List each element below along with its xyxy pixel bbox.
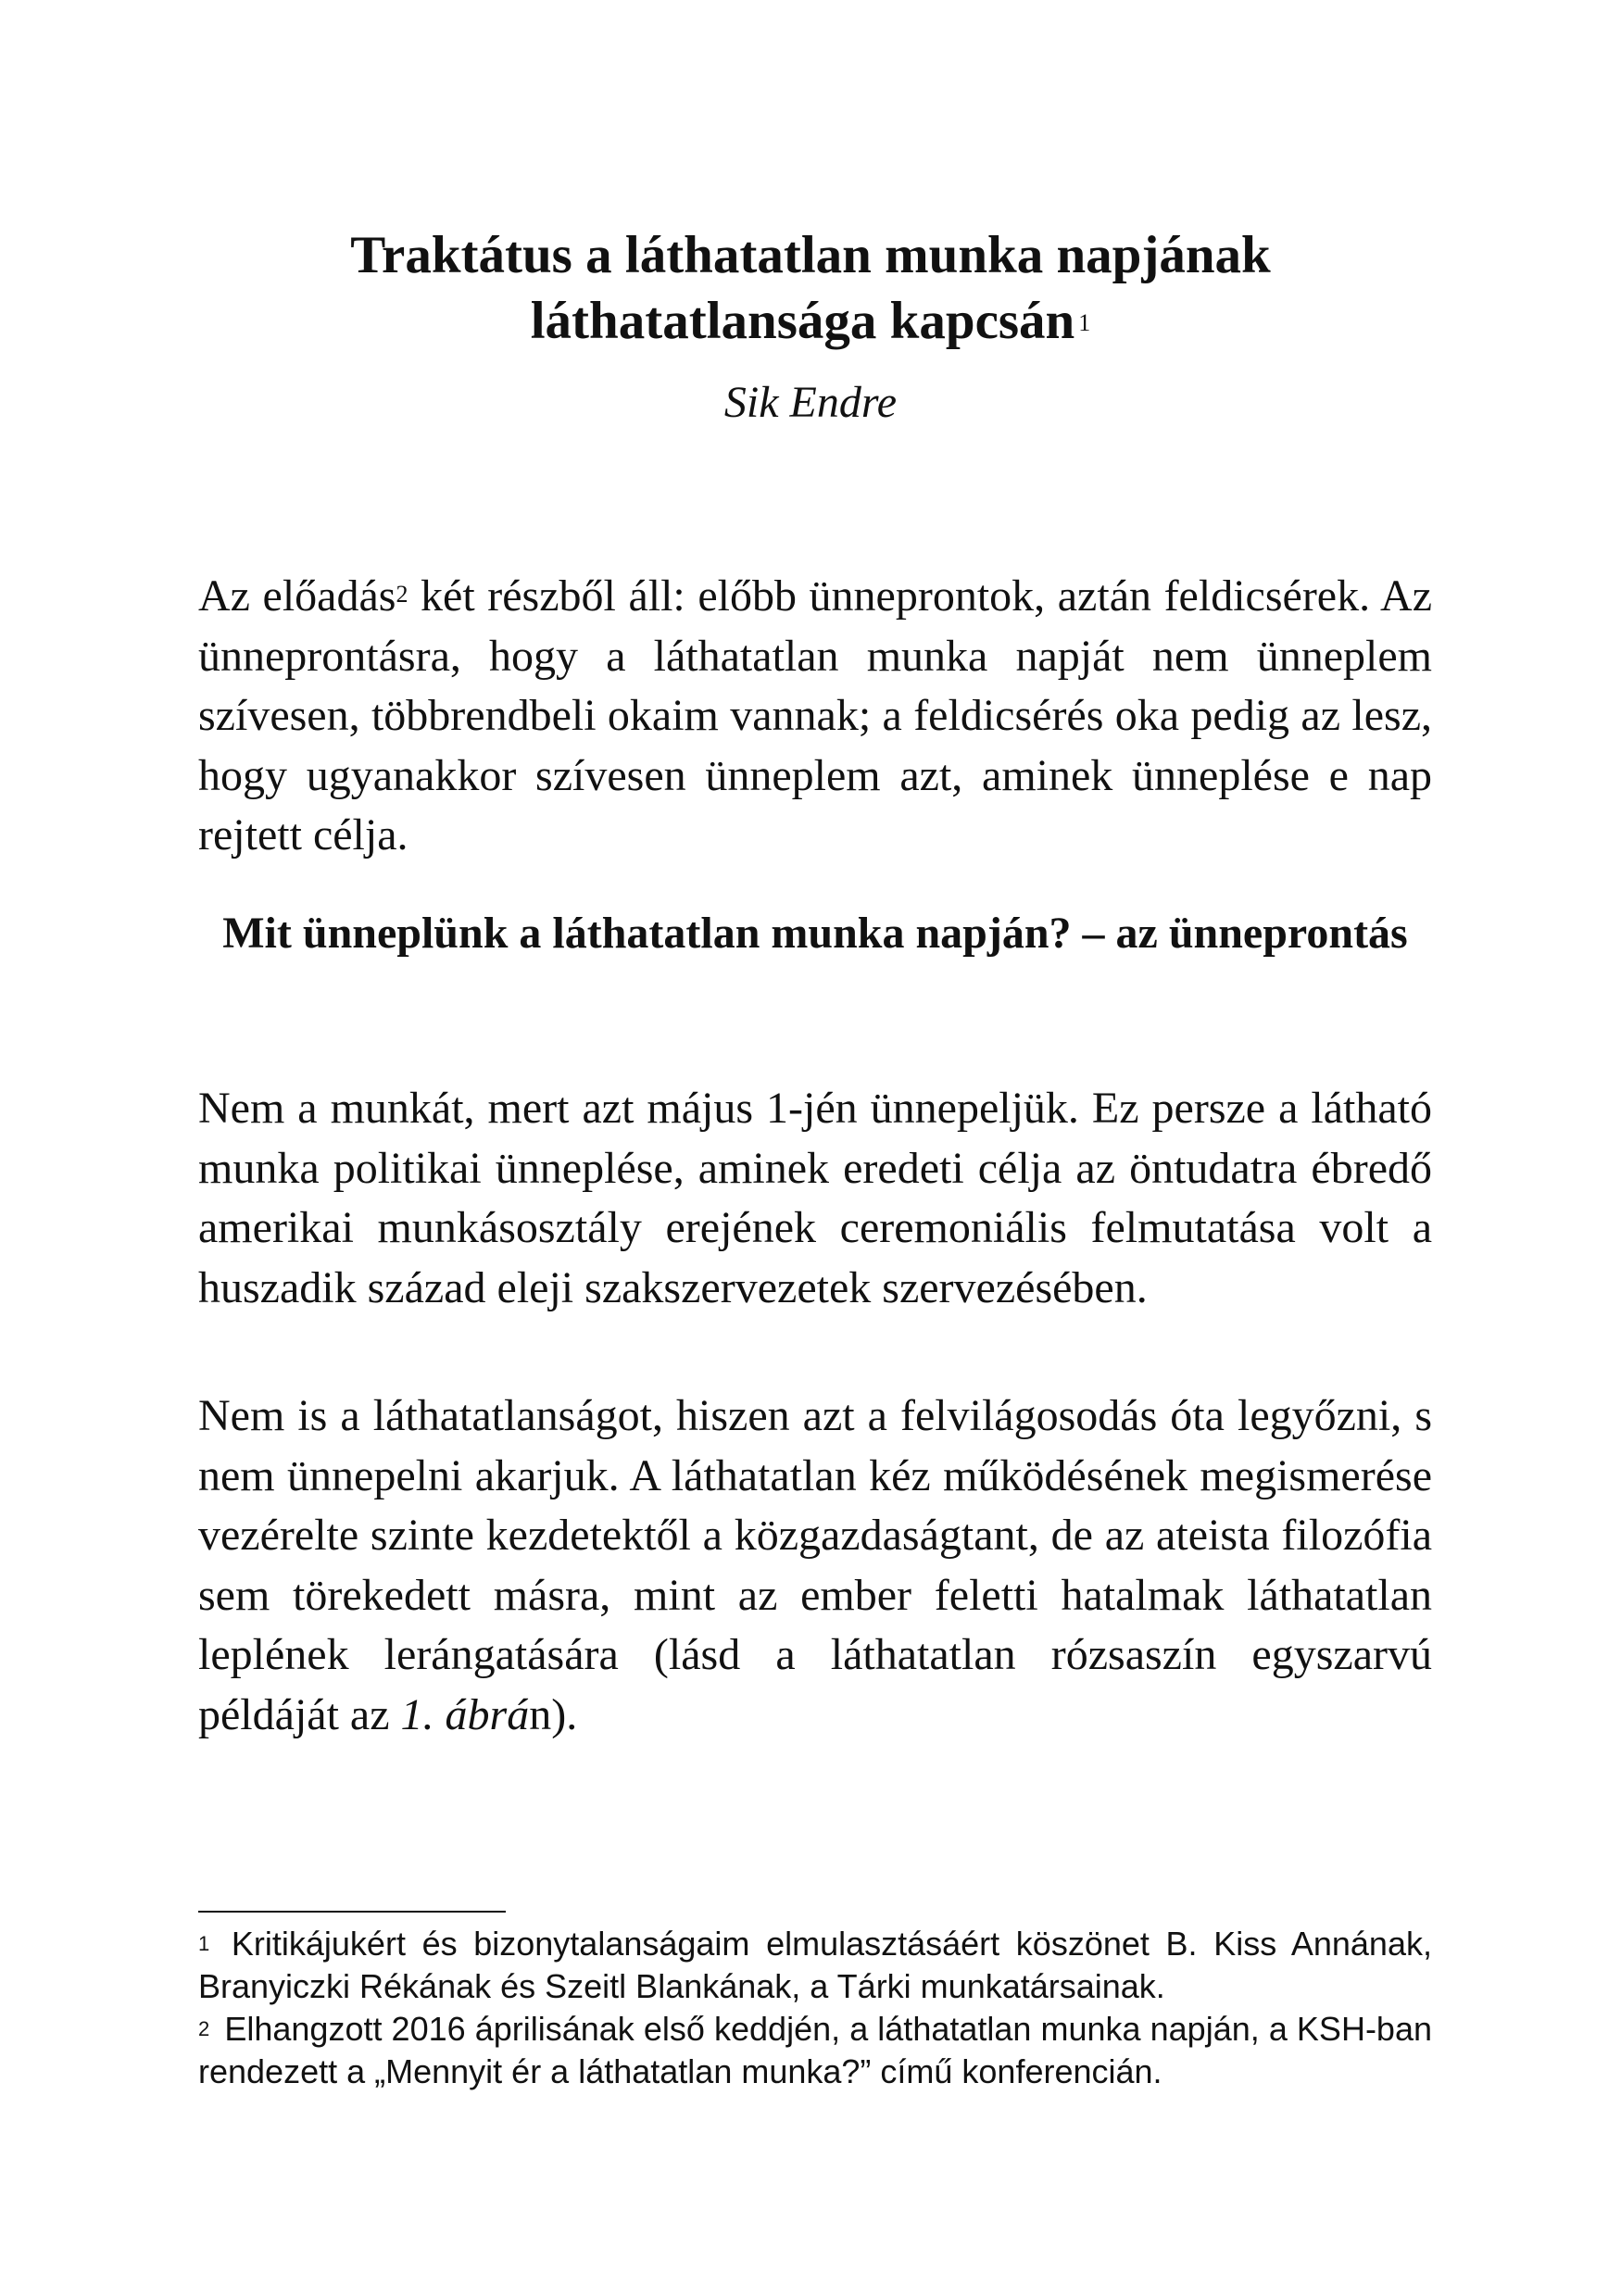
footnote-1-mark: 1 xyxy=(198,1932,210,1955)
intro-text-start: Az előadás xyxy=(198,571,396,621)
title-text-2: láthatatlansága kapcsán xyxy=(530,292,1075,350)
paragraph-may-day: Nem a munkát, mert azt május 1-jén ünnepeljük. Ez persze a látható munka politikai ünneplése, aminek eredeti célja az öntudatra ébredő amerikai munkásosztály erejének ceremoniális felmutatása volt a huszadik század eleji szakszervezetek szervezésében. xyxy=(198,1084,1432,1312)
footnote-2-mark: 2 xyxy=(198,2017,210,2040)
footnote-2 xyxy=(198,2008,1432,2093)
footnote-1 xyxy=(198,1923,1432,2008)
author-name: Sik Endre xyxy=(723,378,898,427)
section-heading: Mit ünneplünk a láthatatlan munka napján? – az ünneprontás xyxy=(222,909,1408,958)
title-text-1: Traktátus a láthatatlan munka napjának xyxy=(350,226,1271,284)
footnote-2-text: Elhangzott 2016 áprilisának első keddjén, a láthatatlan munka napján, a KSH-ban rendezett a „Mennyit ér a láthatatlan munka?” című konferencián. xyxy=(198,2010,1432,2090)
footnote-1-text: Kritikájukért és bizonytalanságaim elmulasztásáért köszönet B. Kiss Annának, Branyiczki Rékának és Szeitl Blankának, a Tárki munkatársainak. xyxy=(198,1925,1432,2005)
title-line-2 xyxy=(185,288,1436,355)
intro-footnote-mark[interactable]: 2 xyxy=(396,581,408,608)
title-footnote-mark[interactable]: 1 xyxy=(1078,309,1091,336)
footnotes-section xyxy=(198,1923,1432,2093)
title-line-1 xyxy=(185,222,1436,289)
invisibility-text-start: Nem is a láthatatlanságot, hiszen azt a felvilágosodás óta legyőzni, s nem ünnepelni akarjuk. A láthatatlan kéz működésének megismerése vezérelte szinte kezdetektől a közgazdaságtant, de az ateista filozófia sem törekedett másra, mint az ember feletti hatalmak láthatatlan leplének lerángatására (lásd a láthatatlan rózsaszín egyszarvú példáját az xyxy=(198,1391,1432,1739)
invisibility-text-end: n). xyxy=(529,1689,578,1739)
paragraph-intro xyxy=(198,567,1432,866)
intro-text-rest: két részből áll: előbb ünneprontok, aztán feldicsérek. Az ünneprontásra, hogy a láthatatlan munka napját nem ünneplem szívesen, többrendbeli okaim vannak; a feldicsérés oka pedig az lesz, hogy ugyanakkor szívesen ünneplem azt, aminek ünneplése e nap rejtett célja. xyxy=(198,571,1433,859)
figure-reference[interactable]: 1. ábrá xyxy=(400,1689,530,1739)
footnote-separator xyxy=(198,1911,506,1913)
paragraph-invisibility xyxy=(198,1386,1432,1745)
